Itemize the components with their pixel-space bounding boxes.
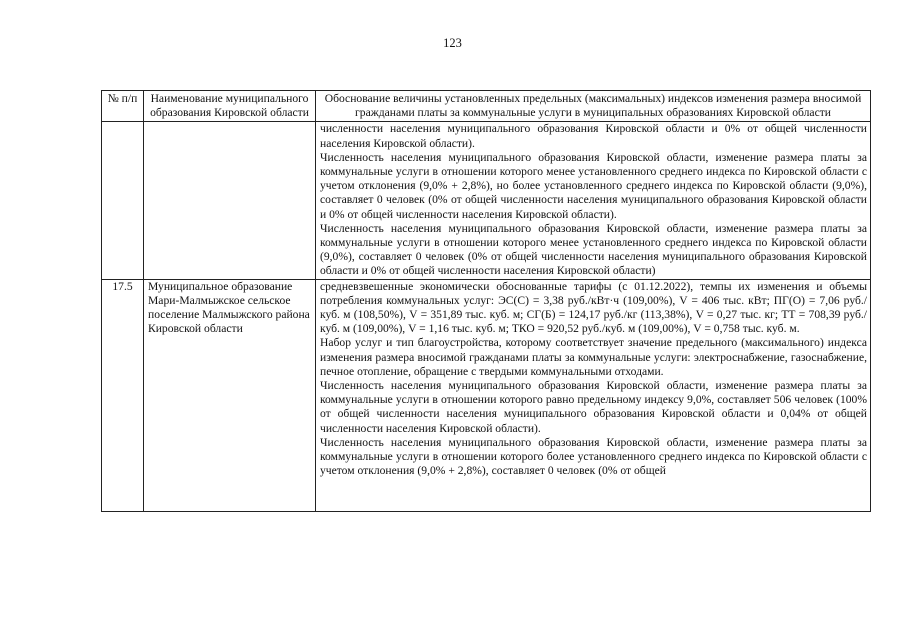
table-row bbox=[102, 279, 871, 511]
header-justification: Обоснование величины установленных предельных (максимальных) индексов изменения размера вносимой гражданами платы за коммунальные услуги в муниципальных образованиях Кировской области bbox=[316, 91, 871, 122]
justification-paragraph: Численность населения муниципального образования Кировской области, изменение размера платы за коммунальные услуги в отношении которого менее установленного среднего индекса по Кировской области (9,0%), составляет 0 человек (0% от общей численности населения муниципального образования Кировской области и 0% от общей численности населения Кировской области) bbox=[320, 221, 867, 278]
justification-paragraph: Численность населения муниципального образования Кировской области, изменение размера платы за коммунальные услуги в отношении которого менее установленного среднего индекса по Кировской области с учетом отклонения (9,0% + 2,8%), но более установленного среднего индекса по Кировской области (9,0%), составляет 0 человек (0% от общей численности населения муниципального образования Кировской области и 0% от общей численности населения Кировской области). bbox=[320, 150, 867, 221]
justification-cell bbox=[316, 122, 871, 279]
header-number: № п/п bbox=[102, 91, 144, 122]
header-municipality: Наименование муниципального образования Кировской области bbox=[144, 91, 316, 122]
table-header-row bbox=[102, 91, 871, 122]
justification-paragraph: Набор услуг и тип благоустройства, которому соответствует значение предельного (максимального) индекса изменения размера вносимой гражданами платы за коммунальные услуги: электроснабжение, газоснабжение, печное отопление, обращение с твердыми коммунальными отходами. bbox=[320, 336, 867, 378]
justification-paragraph: средневзвешенные экономически обоснованные тарифы (с 01.12.2022), темпы их изменения и объемы потребления коммунальных услуг: ЭС(С) = 3,38 руб./кВт·ч (109,00%), V = 406 тыс. кВт; ПГ(О) = 7,06 руб./куб. м (108,50%), V = 351,89 тыс. куб. м; СГ(Б) = 124,17 руб./кг (113,38%), V = 0,27 тыс. кг; ТТ = 708,39 руб./куб. м (109,00%), V = 1,16 тыс. куб. м; ТКО = 920,52 руб./куб. м (109,00%), V = 0,758 тыс. куб. м. bbox=[320, 279, 867, 336]
row-number bbox=[102, 122, 144, 279]
page-number: 123 bbox=[443, 36, 462, 50]
row-number: 17.5 bbox=[102, 279, 144, 511]
table-row bbox=[102, 122, 871, 279]
justification-content bbox=[320, 280, 867, 511]
justification-paragraph: численности населения муниципального образования Кировской области и 0% от общей численности населения Кировской области). bbox=[320, 122, 867, 150]
justification-paragraph: Численность населения муниципального образования Кировской области, изменение размера платы за коммунальные услуги в отношении которого более установленного среднего индекса по Кировской области с учетом отклонения (9,0% + 2,8%), составляет 0 человек (0% от общей bbox=[320, 435, 867, 478]
tariff-index-table bbox=[101, 90, 871, 512]
justification-cell bbox=[316, 279, 871, 511]
justification-paragraph: Численность населения муниципального образования Кировской области, изменение размера платы за коммунальные услуги в отношении которого равно предельному индексу 9,0%, составляет 506 человек (100% от общей численности населения муниципального образования Кировской области и 0,04% от общей численности населения Кировской области). bbox=[320, 379, 867, 435]
municipality-name bbox=[144, 122, 316, 279]
municipality-name: Муниципальное образование Мари-Малмыжское сельское поселение Малмыжского района Кировской области bbox=[144, 279, 316, 511]
